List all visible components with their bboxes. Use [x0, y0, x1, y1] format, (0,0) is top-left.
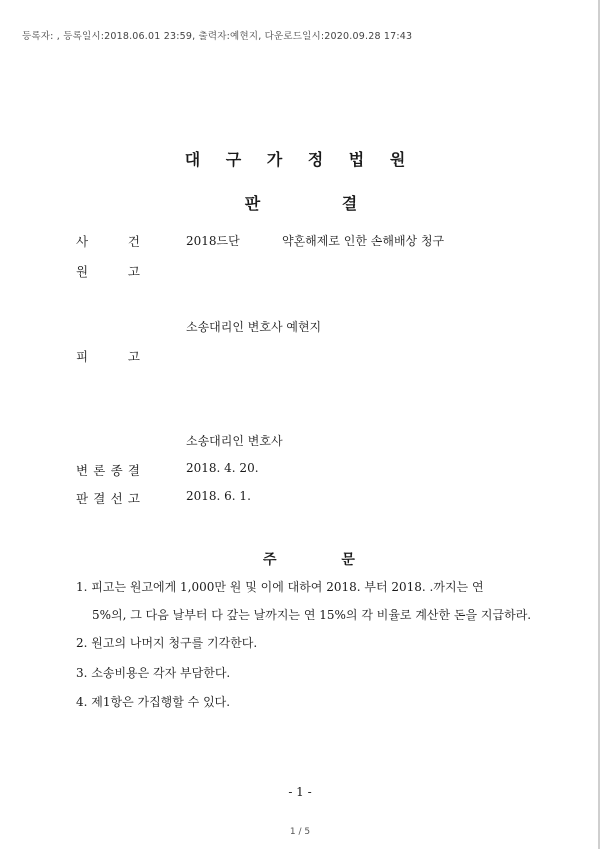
court-name: 대 구 가 정 법 원 [184, 150, 416, 169]
ruling-label-text: 판 결 선 고 [76, 491, 140, 506]
document-type: 판 결 [244, 194, 396, 213]
case-label-text: 사 건 [76, 234, 140, 249]
closing-label [76, 461, 140, 479]
case-number: 2018드단 [186, 234, 240, 248]
defendant-label [76, 347, 140, 365]
ruling-date: 2018. 6. 1. [186, 489, 251, 503]
page-count: 1 / 5 [289, 827, 311, 837]
closing-label-text: 변 론 종 결 [76, 463, 140, 478]
main-title: 주 문 [263, 552, 385, 568]
defendant-label-text: 피 고 [76, 349, 140, 364]
defendant-agent: 소송대리인 변호사 [186, 434, 283, 448]
plaintiff-agent: 소송대리인 변호사 예현지 [186, 320, 322, 334]
order-4: 4. 제1항은 가집행할 수 있다. [76, 695, 231, 709]
plaintiff-label [76, 262, 140, 280]
closing-date: 2018. 4. 20. [186, 461, 259, 475]
order-1-line-2: 5%의, 그 다음 날부터 다 갚는 날까지는 연 15%의 각 비율로 계산한 돈을 지급하라. [92, 608, 532, 622]
case-label [76, 232, 140, 250]
plaintiff-label-text: 원 고 [76, 264, 140, 279]
case-name: 약혼해제로 인한 손해배상 청구 [282, 234, 445, 248]
registration-header: 등록자: , 등록일시:2018.06.01 23:59, 출력자:예현지, 다운로드일시:2020.09.28 17:43 [22, 31, 413, 42]
order-2: 2. 원고의 나머지 청구를 기각한다. [76, 636, 258, 650]
order-1-line-1: 1. 피고는 원고에게 1,000만 원 및 이에 대하여 2018. 부터 2018. .까지는 연 [76, 580, 484, 594]
page-number: - 1 - [288, 785, 312, 799]
order-3: 3. 소송비용은 각자 부담한다. [76, 666, 231, 680]
ruling-label [76, 489, 140, 507]
